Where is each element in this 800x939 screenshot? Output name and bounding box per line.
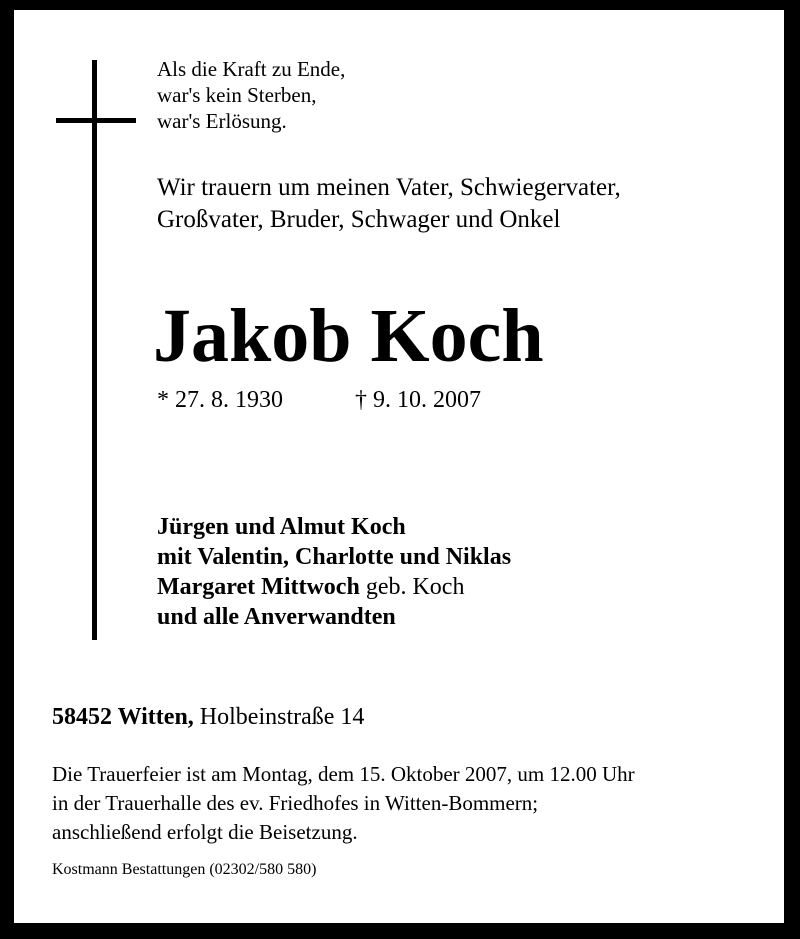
life-dates — [157, 383, 481, 417]
poem-line: war's kein Sterben, — [157, 83, 317, 107]
mourning-intro — [157, 172, 621, 236]
birth-date: * 27. 8. 1930 — [157, 387, 283, 413]
intro-line: Wir trauern um meinen Vater, Schwiegervater, — [157, 174, 621, 201]
death-date: † 9. 10. 2007 — [355, 387, 481, 413]
service-line: Die Trauerfeier ist am Montag, dem 15. Oktober 2007, um 12.00 Uhr — [52, 762, 635, 786]
cross-icon-horizontal — [56, 118, 136, 123]
service-line: in der Trauerhalle des ev. Friedhofes in Witten-Bommern; — [52, 791, 539, 815]
family-name-bold: Margaret Mittwoch — [157, 574, 360, 600]
service-line: anschließend erfolgt die Beisetzung. — [52, 820, 358, 844]
funeral-service-info — [52, 760, 635, 847]
family-name-rest: geb. Koch — [359, 574, 465, 600]
poem-line: Als die Kraft zu Ende, — [157, 57, 346, 81]
address — [52, 701, 364, 733]
family-list — [157, 512, 511, 632]
deceased-name: Jakob Koch — [153, 294, 544, 378]
poem — [157, 56, 345, 134]
undertaker-contact: Kostmann Bestattungen (02302/580 580) — [52, 861, 317, 878]
address-street: Holbeinstraße 14 — [193, 704, 365, 730]
address-city: 58452 Witten, — [52, 704, 194, 730]
intro-line: Großvater, Bruder, Schwager und Onkel — [157, 206, 561, 233]
poem-line: war's Erlösung. — [157, 109, 287, 133]
family-line: Jürgen und Almut Koch — [157, 514, 406, 540]
family-line: und alle Anverwandten — [157, 604, 396, 630]
family-line — [157, 572, 511, 602]
cross-icon-vertical — [92, 60, 97, 640]
family-line: mit Valentin, Charlotte und Niklas — [157, 544, 512, 570]
